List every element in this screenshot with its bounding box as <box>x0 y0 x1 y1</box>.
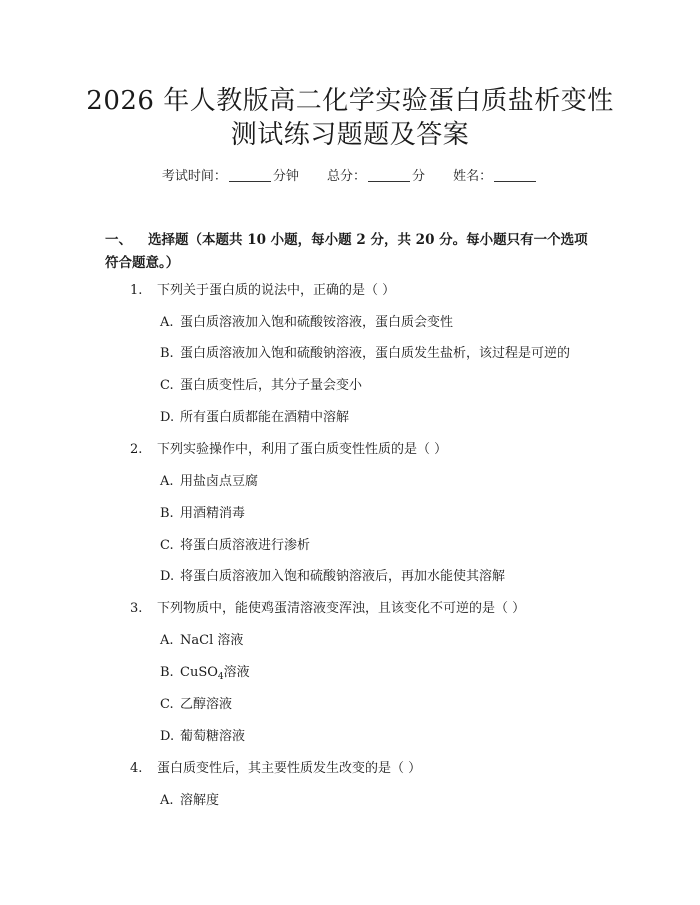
section-heading <box>105 229 595 275</box>
question-number: 1. <box>130 283 143 298</box>
question-number: 4. <box>130 761 143 776</box>
total-score-label: 总分： <box>326 169 366 184</box>
option-text: 蛋白质溶液加入饱和硫酸钠溶液，蛋白质发生盐析，该过程是可逆的 <box>180 346 571 361</box>
page-title-line-2: 测试练习题题及答案 <box>230 120 470 150</box>
option-letter: A. <box>160 315 174 330</box>
option-letter: C. <box>160 378 174 393</box>
option-text-suffix: 溶液 <box>223 665 250 680</box>
exam-time-blank <box>229 168 271 182</box>
option-text: 乙醇溶液 <box>180 697 233 712</box>
question-number: 3. <box>130 601 143 616</box>
exam-time-unit: 分钟 <box>272 169 299 184</box>
exam-time-field <box>162 168 299 186</box>
section-number: 一、 <box>105 232 132 248</box>
q1-option-d <box>160 409 600 427</box>
q4-option-a <box>160 792 600 810</box>
exam-time-label: 考试时间： <box>161 169 227 184</box>
question-3 <box>130 600 600 618</box>
option-text: 溶解度 <box>180 793 220 808</box>
question-text: 下列物质中，能使鸡蛋清溶液变浑浊，且该变化不可逆的是（ ） <box>157 601 526 616</box>
q3-option-a <box>160 632 600 650</box>
student-name-blank <box>494 168 536 182</box>
q2-option-d <box>160 568 600 586</box>
q1-option-c <box>160 377 600 395</box>
option-text: 将蛋白质溶液加入饱和硫酸钠溶液后，再加水能使其溶解 <box>180 569 506 584</box>
option-text-formula: CuSO <box>180 665 218 680</box>
option-letter: C. <box>160 538 174 553</box>
q1-option-b <box>160 345 600 363</box>
q3-option-c <box>160 696 600 714</box>
q1-option-a <box>160 314 600 332</box>
total-score-field <box>327 168 425 186</box>
question-text: 下列关于蛋白质的说法中，正确的是（ ） <box>157 283 396 298</box>
option-letter: D. <box>160 729 175 744</box>
option-letter: C. <box>160 697 174 712</box>
q2-option-a <box>160 473 600 491</box>
q3-option-d <box>160 728 600 746</box>
option-text: 蛋白质变性后，其分子量会变小 <box>180 378 363 393</box>
option-text: NaCl 溶液 <box>180 633 244 648</box>
option-text: 用酒精消毒 <box>180 506 246 521</box>
option-letter: A. <box>160 793 174 808</box>
section-heading-text: 选择题（本题共 10 小题，每小题 2 分，共 20 分。每小题只有一个选项符合题意。） <box>105 232 588 271</box>
q3-option-b <box>160 664 600 682</box>
option-text: 所有蛋白质都能在酒精中溶解 <box>180 410 350 425</box>
q2-option-c <box>160 537 600 555</box>
question-4 <box>130 760 600 778</box>
option-letter: B. <box>160 506 174 521</box>
option-letter: A. <box>160 633 174 648</box>
total-score-blank <box>368 168 410 182</box>
option-letter: D. <box>160 569 175 584</box>
question-text: 下列实验操作中，利用了蛋白质变性性质的是（ ） <box>157 442 448 457</box>
student-name-field <box>453 168 538 186</box>
option-letter: B. <box>160 346 174 361</box>
question-text: 蛋白质变性后，其主要性质发生改变的是（ ） <box>157 761 422 776</box>
option-text: 葡萄糖溶液 <box>180 729 246 744</box>
student-name-label: 姓名： <box>453 169 493 184</box>
page-title-line-1: 2026 年人教版高二化学实验蛋白质盐析变性 <box>86 86 614 116</box>
option-text: 用盐卤点豆腐 <box>180 474 259 489</box>
option-letter: B. <box>160 665 174 680</box>
question-2 <box>130 441 600 459</box>
option-text: 将蛋白质溶液进行渗析 <box>180 538 311 553</box>
option-text: 蛋白质溶液加入饱和硫酸铵溶液，蛋白质会变性 <box>180 315 454 330</box>
question-1 <box>130 282 600 300</box>
question-number: 2. <box>130 442 143 457</box>
q2-option-b <box>160 505 600 523</box>
formula-subscript: 4 <box>217 672 224 682</box>
option-letter: A. <box>160 474 174 489</box>
option-letter: D. <box>160 410 175 425</box>
exam-info-row <box>0 168 700 186</box>
total-score-unit: 分 <box>412 169 426 184</box>
